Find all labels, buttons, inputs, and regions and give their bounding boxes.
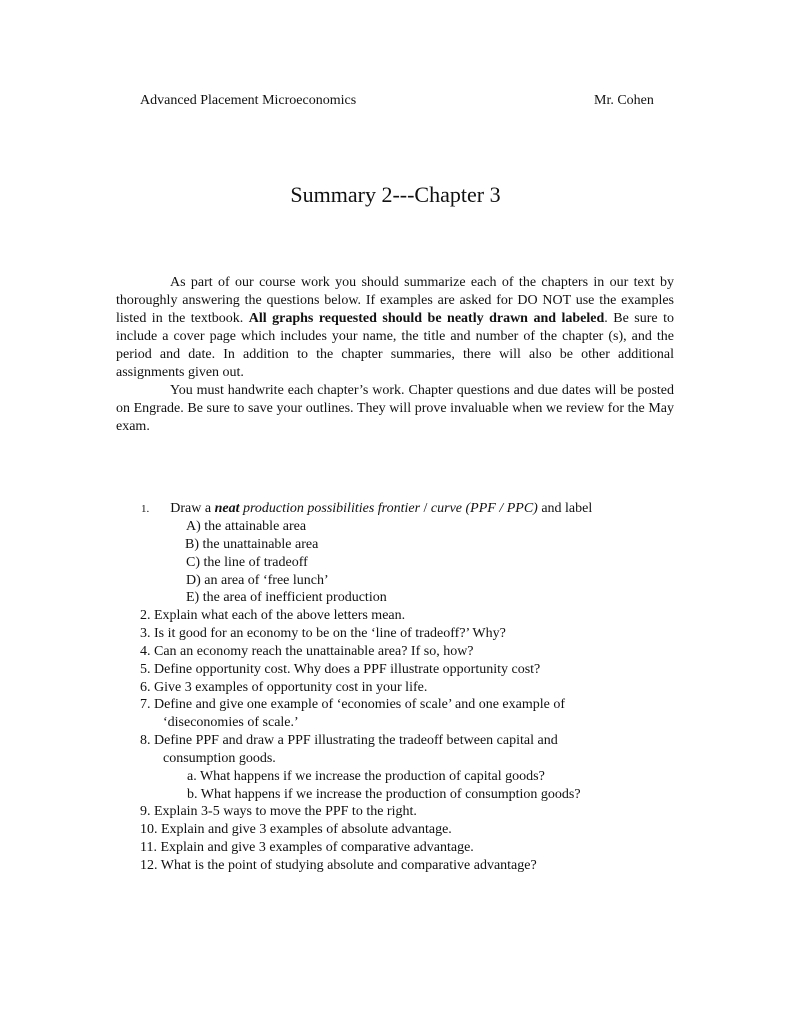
intro-p1-text-end: . Be sure to include a cover page which includes your name, the title and number of the chapter (s), and the period and date. In addition to the chapter summaries, there will also be other additional assignments given out.	[116, 311, 675, 380]
q1-slash: /	[420, 501, 431, 516]
q1-part-a: A) the attainable area	[186, 519, 307, 534]
q1-text: Draw a	[170, 501, 215, 516]
question-4: 4. Can an economy reach the unattainable area? If so, how?	[140, 644, 474, 659]
question-8-part-b: b. What happens if we increase the production of consumption goods?	[187, 787, 581, 802]
question-6: 6. Give 3 examples of opportunity cost in your life.	[140, 680, 428, 695]
question-8-continued: consumption goods.	[163, 751, 276, 766]
q1-italic-1: production possibilities frontier	[239, 501, 421, 516]
intro-paragraph-2: You must handwrite each chapter’s work. Chapter questions and due dates will be posted on Engrade. Be sure to save your outlines. They will prove invaluable when we review for the May exam.	[116, 383, 674, 434]
course-name: Advanced Placement Microeconomics	[140, 93, 357, 108]
question-1	[141, 500, 592, 518]
q1-italic-2: curve (PPF / PPC)	[430, 501, 538, 516]
question-12: 12. What is the point of studying absolute and comparative advantage?	[140, 858, 537, 873]
q1-part-b: B) the unattainable area	[185, 537, 319, 552]
question-8: 8. Define PPF and draw a PPF illustrating the tradeoff between capital and	[140, 733, 558, 748]
question-7-continued: ‘diseconomies of scale.’	[163, 715, 299, 730]
q1-part-d: D) an area of ‘free lunch’	[186, 573, 329, 588]
question-3: 3. Is it good for an economy to be on the ‘line of tradeoff?’ Why?	[140, 626, 506, 641]
q1-text-end: and label	[537, 501, 593, 516]
question-11: 11. Explain and give 3 examples of comparative advantage.	[140, 840, 474, 855]
question-2: 2. Explain what each of the above letters mean.	[140, 608, 406, 623]
q1-part-e: E) the area of inefficient production	[186, 590, 387, 605]
q1-emphasis: neat	[214, 501, 240, 516]
question-10: 10. Explain and give 3 examples of absolute advantage.	[140, 822, 452, 837]
question-5: 5. Define opportunity cost. Why does a PPF illustrate opportunity cost?	[140, 662, 541, 677]
intro-text	[116, 274, 674, 436]
question-9: 9. Explain 3-5 ways to move the PPF to the right.	[140, 804, 417, 819]
intro-p1-text: As part of our course work you should summarize each of the chapters in our text by thoroughly answering the questions below. If examples are asked for DO NOT use the examples listed in the textbook.	[116, 275, 674, 326]
intro-p1-bold: All graphs requested should be neatly drawn and labeled	[248, 311, 605, 326]
page-title: Summary 2---Chapter 3	[290, 182, 501, 207]
teacher-name: Mr. Cohen	[594, 93, 654, 108]
question-number: 1.	[141, 503, 150, 515]
q1-part-c: C) the line of tradeoff	[186, 555, 308, 570]
question-8-part-a: a. What happens if we increase the production of capital goods?	[187, 769, 545, 784]
question-7: 7. Define and give one example of ‘economies of scale’ and one example of	[140, 697, 566, 712]
intro-paragraph-1	[116, 274, 674, 382]
